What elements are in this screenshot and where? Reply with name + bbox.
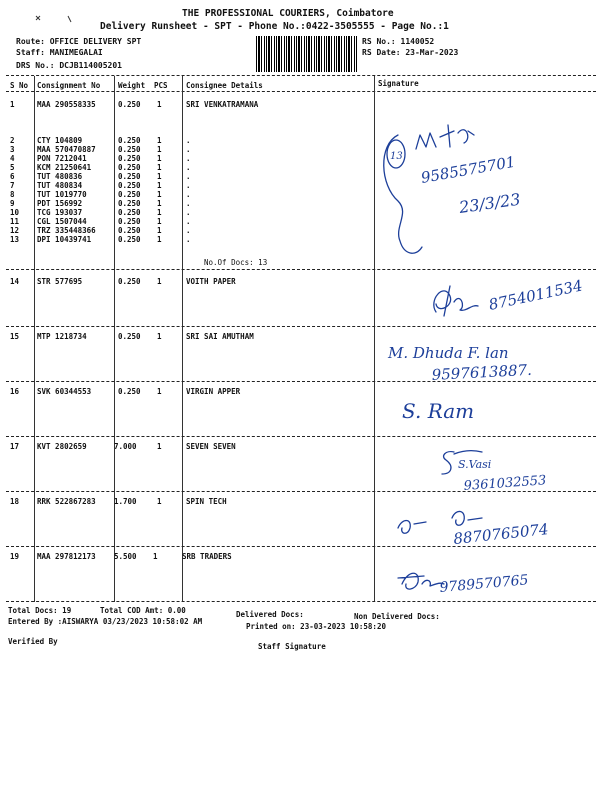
consignment-cell: PDT 156992 (37, 199, 83, 208)
consignee-cell: SRB TRADERS (182, 552, 232, 561)
signature-phone: 9789570765 (438, 572, 530, 596)
weight-cell: 0.250 (118, 181, 141, 190)
consignment-cell: TRZ 335448366 (37, 226, 96, 235)
weight-cell: 0.250 (118, 145, 141, 154)
consignment-cell: TUT 480836 (37, 172, 83, 181)
sno-cell: 4 (10, 154, 15, 163)
printed-on: Printed on: 23-03-2023 10:58:20 (246, 622, 386, 631)
total-docs: Total Docs: 19 (8, 606, 72, 615)
pcs-cell: 1 (157, 226, 162, 235)
col-header-pcs: PCS (154, 81, 168, 90)
pcs-cell: 1 (157, 172, 162, 181)
consignment-cell: MAA 570470887 (37, 145, 96, 154)
consignment-cell: CGL 1507044 (37, 217, 87, 226)
column-rule (374, 76, 375, 602)
consignee-cell: . (186, 217, 191, 226)
sno-cell: 12 (10, 226, 20, 235)
consignment-cell: MAA 290558335 (37, 100, 96, 109)
pcs-cell: 1 (157, 145, 162, 154)
handwritten-signature (398, 390, 518, 430)
consignee-cell: . (186, 199, 191, 208)
signature-name: S.Vasi (458, 458, 492, 471)
consignee-cell: . (186, 172, 191, 181)
delivered-docs: Delivered Docs: (236, 610, 304, 619)
non-delivered-docs: Non Delivered Docs: (354, 612, 440, 621)
consignee-cell: . (186, 235, 191, 244)
signature-phone: 9585575701 (419, 152, 517, 187)
consignment-cell: STR 577695 (37, 277, 83, 286)
sno-cell: 6 (10, 172, 15, 181)
signature-name: S. Ram (402, 399, 475, 423)
pcs-cell: 1 (157, 154, 162, 163)
pcs-cell: 1 (157, 100, 162, 109)
corner-marks (30, 10, 80, 30)
pcs-cell: 1 (157, 181, 162, 190)
consignee-cell: SPIN TECH (186, 497, 227, 506)
handwritten-signature (382, 332, 592, 386)
signature-phone: 8754011534 (487, 276, 585, 314)
signature-date: 23/3/23 (457, 189, 522, 217)
col-header-consignment: Consignment No (37, 81, 101, 90)
sno-cell: 9 (10, 199, 15, 208)
barcode (256, 36, 358, 72)
handwritten-signature (420, 444, 590, 494)
consignee-cell: VIRGIN APPER (186, 387, 241, 396)
total-cod-amount: Total COD Amt: 0.00 (100, 606, 186, 615)
divider (6, 381, 596, 382)
divider (6, 491, 596, 492)
sno-cell: 3 (10, 145, 15, 154)
docs-count-note: No.Of Docs: 13 (204, 258, 268, 267)
divider (6, 436, 596, 437)
signature-phone: 9597613887. (431, 360, 533, 384)
pcs-cell: 1 (157, 235, 162, 244)
weight-cell: 0.250 (118, 387, 141, 396)
pcs-cell: 1 (157, 497, 162, 506)
sno-cell: 19 (10, 552, 20, 561)
divider (6, 326, 596, 327)
pcs-cell: 1 (157, 332, 162, 341)
sno-cell: 5 (10, 163, 15, 172)
consignee-cell: SRI VENKATRAMANA (186, 100, 259, 109)
weight-cell: 0.250 (118, 136, 141, 145)
divider (6, 75, 596, 76)
verified-by: Verified By (8, 637, 58, 646)
entered-by: Entered By :AISWARYA 03/23/2023 10:58:02 AM (8, 617, 203, 626)
consignment-cell: TUT 480834 (37, 181, 83, 190)
consignee-cell: . (186, 163, 191, 172)
weight-cell: 1.700 (114, 497, 137, 506)
column-rule (182, 76, 183, 602)
consignee-cell: . (186, 181, 191, 190)
sno-cell: 15 (10, 332, 20, 341)
sno-cell: 16 (10, 387, 20, 396)
divider (6, 601, 596, 602)
consignment-cell: MTP 1218734 (37, 332, 87, 341)
weight-cell: 5.500 (114, 552, 137, 561)
pcs-cell: 1 (157, 163, 162, 172)
pcs-cell: 1 (157, 277, 162, 286)
consignee-cell: . (186, 145, 191, 154)
consignment-cell: TCG 193037 (37, 208, 83, 217)
divider (6, 269, 596, 270)
consignee-cell: SRI SAI AMUTHAM (186, 332, 254, 341)
weight-cell: 0.250 (118, 217, 141, 226)
staff-line: Staff: MANIMEGALAI (16, 48, 103, 57)
sno-cell: 1 (10, 100, 15, 109)
divider (6, 91, 596, 92)
rs-date: RS Date: 23-Mar-2023 (362, 48, 459, 57)
consignment-cell: KVT 2802659 (37, 442, 87, 451)
consignment-cell: PON 7212041 (37, 154, 87, 163)
pcs-cell: 1 (157, 387, 162, 396)
signature-phone: 8870765074 (452, 520, 550, 548)
consignment-cell: SVK 60344553 (37, 387, 92, 396)
drs-number: DRS No.: DCJB114005201 (16, 61, 122, 70)
handwritten-signature (420, 272, 590, 324)
consignment-cell: KCM 21250641 (37, 163, 92, 172)
runsheet-title: Delivery Runsheet - SPT - Phone No.:0422-3505555 - Page No.:1 (100, 21, 449, 32)
signature-phone: 9361032553 (463, 473, 547, 494)
consignment-cell: RRK 522867283 (37, 497, 96, 506)
circled-count: 13 (390, 151, 403, 162)
consignee-cell: SEVEN SEVEN (186, 442, 236, 451)
consignment-cell: MAA 297812173 (37, 552, 96, 561)
sno-cell: 8 (10, 190, 15, 199)
weight-cell: 0.250 (118, 208, 141, 217)
sno-cell: 13 (10, 235, 20, 244)
pcs-cell: 1 (157, 190, 162, 199)
weight-cell: 7.000 (114, 442, 137, 451)
company-name: THE PROFESSIONAL COURIERS, Coimbatore (182, 8, 394, 19)
weight-cell: 0.250 (118, 235, 141, 244)
weight-cell: 0.250 (118, 277, 141, 286)
divider (6, 546, 596, 547)
route-line: Route: OFFICE DELIVERY SPT (16, 37, 142, 46)
weight-cell: 0.250 (118, 226, 141, 235)
staff-signature-label: Staff Signature (258, 642, 326, 651)
weight-cell: 0.250 (118, 100, 141, 109)
consignment-cell: DPI 10439741 (37, 235, 92, 244)
consignee-cell: . (186, 154, 191, 163)
sno-cell: 10 (10, 208, 20, 217)
consignee-cell: . (186, 208, 191, 217)
pcs-cell: 1 (157, 217, 162, 226)
col-header-consignee: Consignee Details (186, 81, 263, 90)
col-header-signature: Signature (378, 79, 419, 88)
consignment-cell: TUT 1019770 (37, 190, 87, 199)
weight-cell: 0.250 (118, 332, 141, 341)
column-rule (114, 76, 115, 602)
pcs-cell: 1 (157, 199, 162, 208)
pcs-cell: 1 (153, 552, 158, 561)
sno-cell: 18 (10, 497, 20, 506)
sno-cell: 17 (10, 442, 20, 451)
consignee-cell: VOITH PAPER (186, 277, 236, 286)
sno-cell: 7 (10, 181, 15, 190)
weight-cell: 0.250 (118, 199, 141, 208)
pcs-cell: 1 (157, 208, 162, 217)
weight-cell: 0.250 (118, 154, 141, 163)
handwritten-signature (376, 115, 581, 267)
weight-cell: 0.250 (118, 163, 141, 172)
weight-cell: 0.250 (118, 190, 141, 199)
sno-cell: 14 (10, 277, 20, 286)
consignee-cell: . (186, 226, 191, 235)
weight-cell: 0.250 (118, 172, 141, 181)
consignee-cell: . (186, 136, 191, 145)
sno-cell: 11 (10, 217, 20, 226)
handwritten-signature (390, 500, 590, 550)
column-rule (34, 76, 35, 602)
col-header-sno: S No (10, 81, 29, 90)
col-header-weight: Weight (118, 81, 146, 90)
consignment-cell: CTY 104809 (37, 136, 83, 145)
signature-name: M. Dhuda F. lan (388, 344, 509, 362)
consignee-cell: . (186, 190, 191, 199)
pcs-cell: 1 (157, 136, 162, 145)
handwritten-signature (396, 560, 591, 602)
pcs-cell: 1 (157, 442, 162, 451)
sno-cell: 2 (10, 136, 15, 145)
rs-number: RS No.: 1140052 (362, 37, 435, 46)
